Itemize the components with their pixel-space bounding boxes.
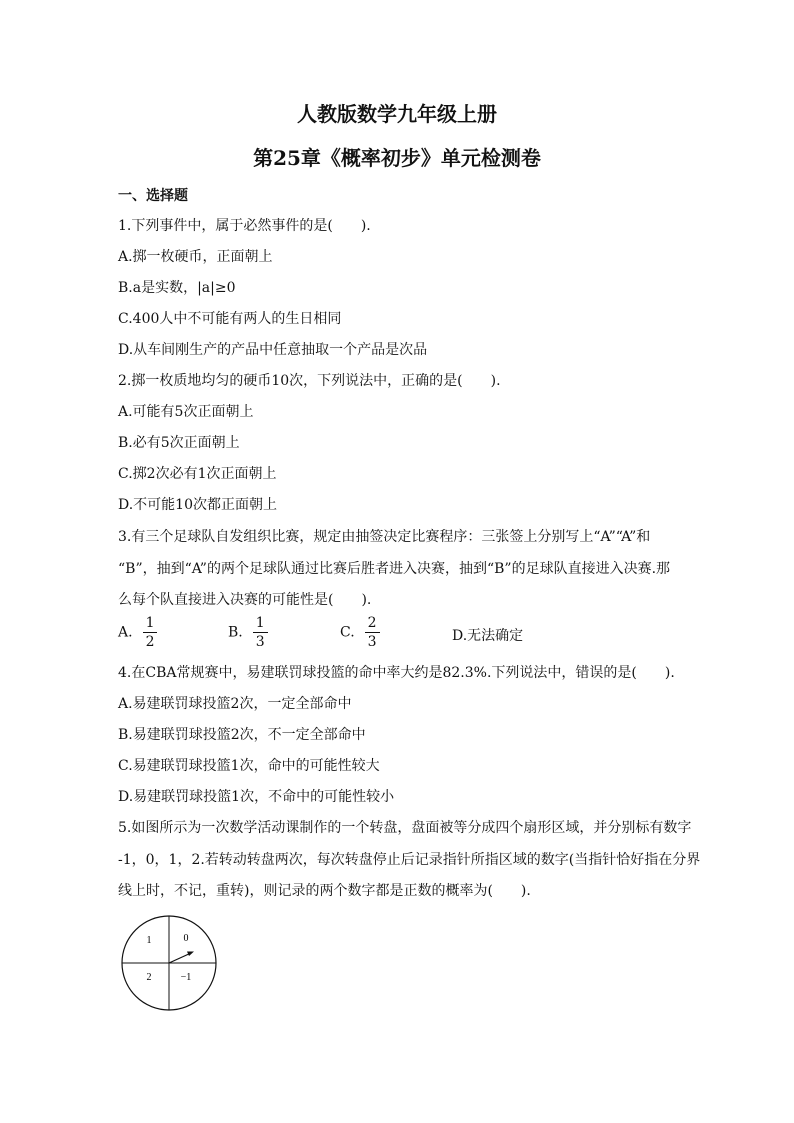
q1-option-b: B.a是实数，|a|≥0 <box>118 280 236 296</box>
q4-option-a: A.易建联罚球投篮2次，一定全部命中 <box>118 696 352 712</box>
spinner-sector-top-right: 0 <box>183 933 189 944</box>
q2-stem: 2.掷一枚质地均匀的硬币10次，下列说法中，正确的是( ). <box>118 373 501 389</box>
fraction-denominator: 3 <box>255 634 265 650</box>
q3-stem-line-2: “B”，抽到“A”的两个足球队通过比赛后胜者进入决赛，抽到“B”的足球队直接进入决赛.那 <box>118 561 671 577</box>
q3-option-b-fraction <box>253 614 268 651</box>
fraction-denominator: 3 <box>367 634 377 650</box>
section-heading: 一、选择题 <box>118 188 188 204</box>
q2-option-b: B.必有5次正面朝上 <box>118 435 240 451</box>
q1-option-a: A.掷一枚硬币，正面朝上 <box>118 249 273 265</box>
spinner-pointer-arrowhead <box>187 952 194 957</box>
fraction-numerator: 2 <box>365 614 380 633</box>
q3-option-a-label: A. <box>118 624 133 641</box>
q3-option-b-label: B. <box>228 624 243 641</box>
q4-option-d: D.易建联罚球投篮1次，不命中的可能性较小 <box>118 789 395 805</box>
spinner-diagram <box>120 914 218 1012</box>
q1-option-c: C.400人中不可能有两人的生日相同 <box>118 311 342 327</box>
q2-option-d: D.不可能10次都正面朝上 <box>118 497 277 513</box>
spinner-sector-bottom-left: 2 <box>146 972 152 983</box>
q3-stem-line-1: 3.有三个足球队自发组织比赛，规定由抽签决定比赛程序：三张签上分别写上“A”“A”和 <box>118 529 651 545</box>
spinner-sector-top-left: 1 <box>146 935 152 946</box>
page-title: 人教版数学九年级上册 <box>297 102 497 126</box>
page-subtitle: 第25章《概率初步》单元检测卷 <box>253 146 541 170</box>
q4-stem: 4.在CBA常规赛中，易建联罚球投篮的命中率大约是82.3%.下列说法中，错误的是( ). <box>118 665 675 681</box>
q3-option-a <box>118 614 157 651</box>
q1-option-d: D.从车间刚生产的产品中任意抽取一个产品是次品 <box>118 342 428 358</box>
fraction-numerator: 1 <box>253 614 268 633</box>
q2-option-c: C.掷2次必有1次正面朝上 <box>118 466 277 482</box>
q3-option-b <box>228 614 268 651</box>
q3-option-c-fraction <box>365 614 380 651</box>
q5-stem-line-1: 5.如图所示为一次数学活动课制作的一个转盘，盘面被等分成四个扇形区域，并分别标有数字 <box>118 820 692 836</box>
q3-stem-line-3: 么每个队直接进入决赛的可能性是( ). <box>118 592 372 608</box>
fraction-numerator: 1 <box>143 614 158 633</box>
q3-option-a-fraction <box>143 614 158 651</box>
fraction-denominator: 2 <box>145 634 155 650</box>
spinner-pointer <box>169 953 191 963</box>
q3-option-c <box>340 614 380 651</box>
q3-option-c-label: C. <box>340 624 355 641</box>
q2-option-a: A.可能有5次正面朝上 <box>118 404 254 420</box>
q5-stem-line-2: -1，0，1，2.若转动转盘两次，每次转盘停止后记录指针所指区域的数字(当指针恰好指在分界 <box>118 852 701 868</box>
q1-stem: 1.下列事件中，属于必然事件的是( ). <box>118 218 371 234</box>
q5-stem-line-3: 线上时，不记，重转)，则记录的两个数字都是正数的概率为( ). <box>118 883 531 899</box>
q3-option-d: D.无法确定 <box>452 628 524 644</box>
q4-option-b: B.易建联罚球投篮2次，不一定全部命中 <box>118 727 366 743</box>
spinner-sector-bottom-right: −1 <box>180 972 192 983</box>
q4-option-c: C.易建联罚球投篮1次，命中的可能性较大 <box>118 758 380 774</box>
